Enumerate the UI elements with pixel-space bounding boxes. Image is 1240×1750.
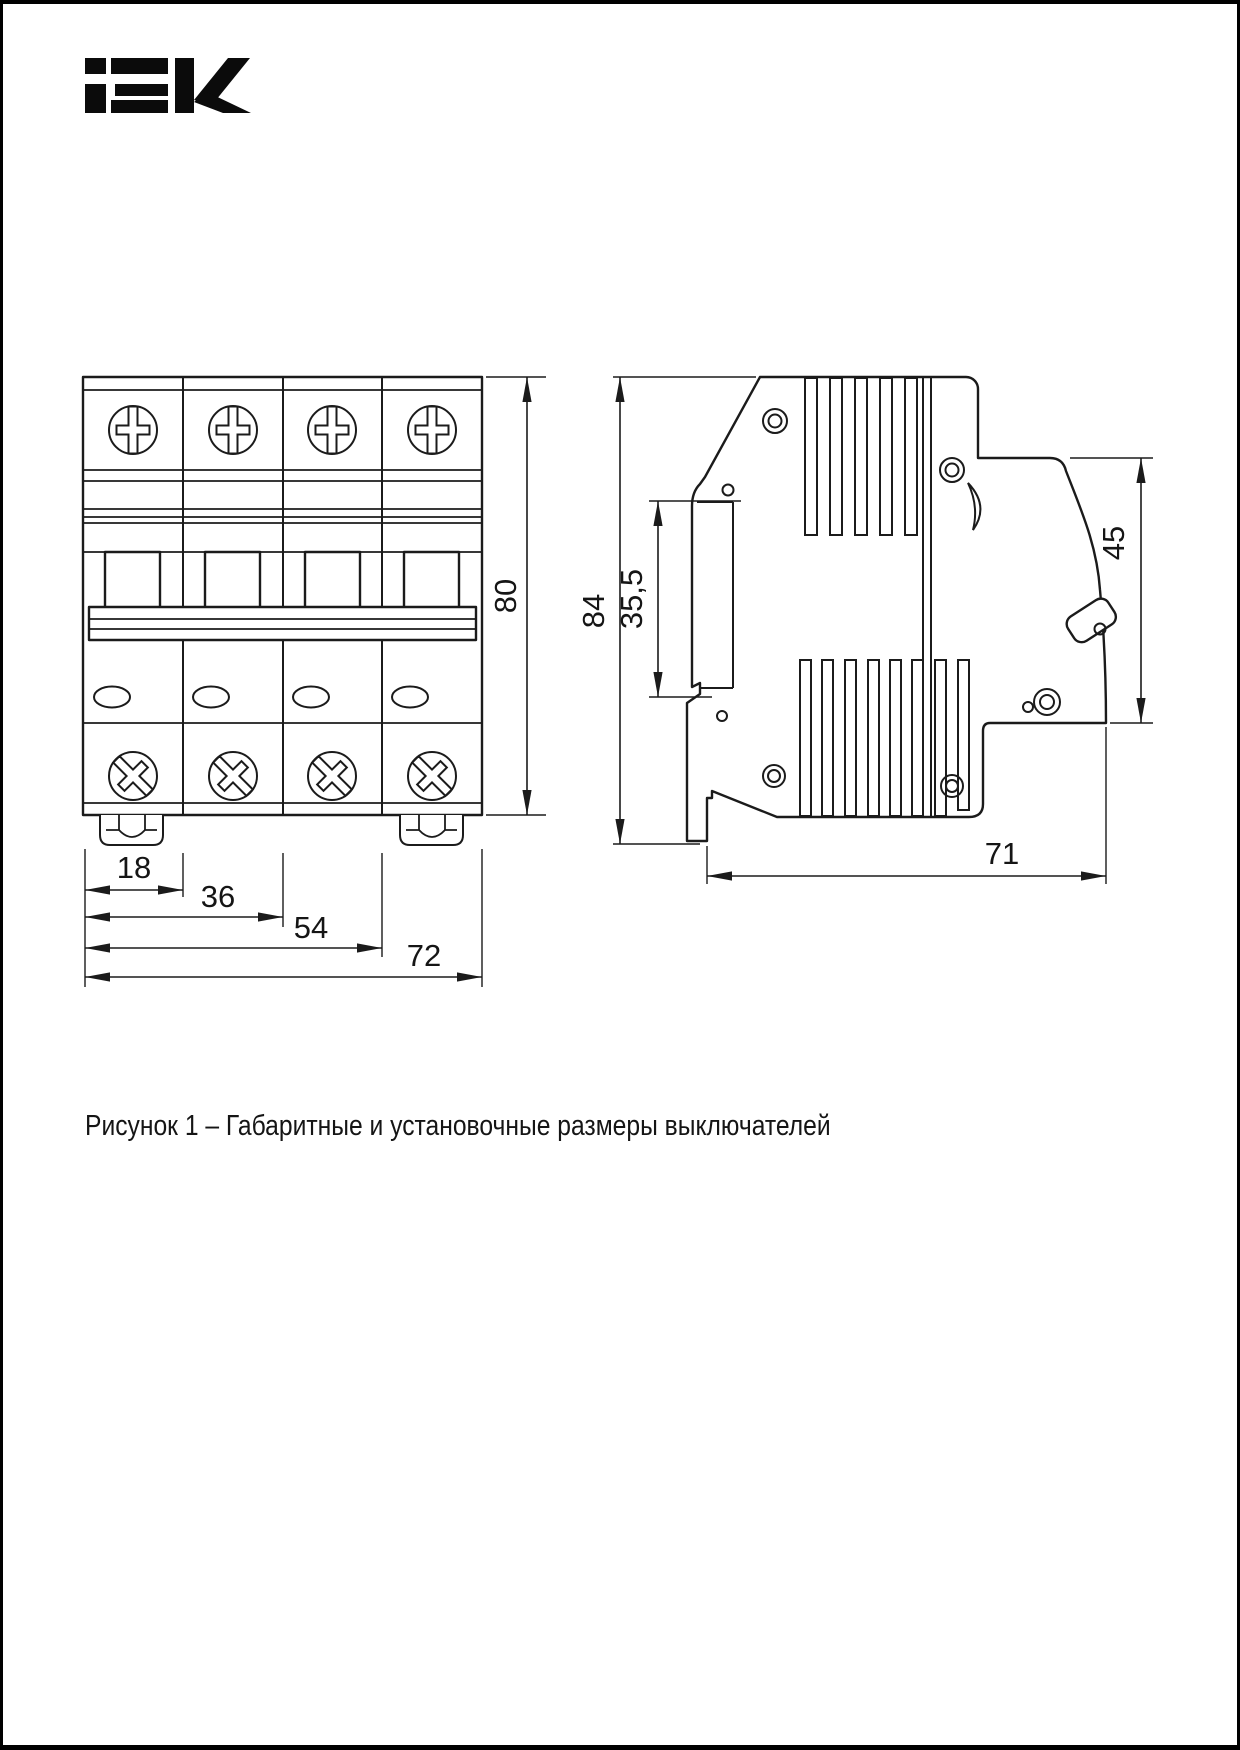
screw-icon xyxy=(109,406,157,454)
logo-k-stem xyxy=(175,58,194,113)
iek-logo xyxy=(85,58,251,113)
dim-label-35-5: 35,5 xyxy=(614,568,649,630)
dim-label-45: 45 xyxy=(1096,525,1131,561)
figure-caption: Рисунок 1 – Габаритные и установочные размеры выключателей xyxy=(85,1110,831,1142)
toggle-lever xyxy=(305,552,360,612)
side-view xyxy=(576,377,1153,884)
logo-e-mid xyxy=(115,84,168,96)
din-clips-front xyxy=(100,815,463,845)
dim-label-36: 36 xyxy=(200,879,236,914)
side-body-outline xyxy=(687,377,1106,841)
logo-e-top xyxy=(111,58,168,74)
toggle-lever xyxy=(205,552,260,612)
toggle-lever xyxy=(404,552,459,612)
logo-e-bottom xyxy=(111,100,168,113)
handle-tie-bar xyxy=(89,607,476,640)
dim-label-72: 72 xyxy=(406,938,442,973)
logo-i-stem xyxy=(85,84,106,113)
screw-icon xyxy=(209,406,257,454)
dim-label-18: 18 xyxy=(116,850,152,885)
dim-label-80: 80 xyxy=(488,578,523,614)
din-clip xyxy=(400,815,463,845)
screw-icon xyxy=(408,406,456,454)
dim-label-84: 84 xyxy=(576,593,611,629)
din-clip xyxy=(100,815,163,845)
dim-label-71: 71 xyxy=(984,836,1020,871)
front-view xyxy=(83,377,546,987)
toggle-lever xyxy=(105,552,160,612)
screw-icon xyxy=(308,406,356,454)
logo-i-dot xyxy=(85,58,106,74)
dim-label-54: 54 xyxy=(293,910,329,945)
